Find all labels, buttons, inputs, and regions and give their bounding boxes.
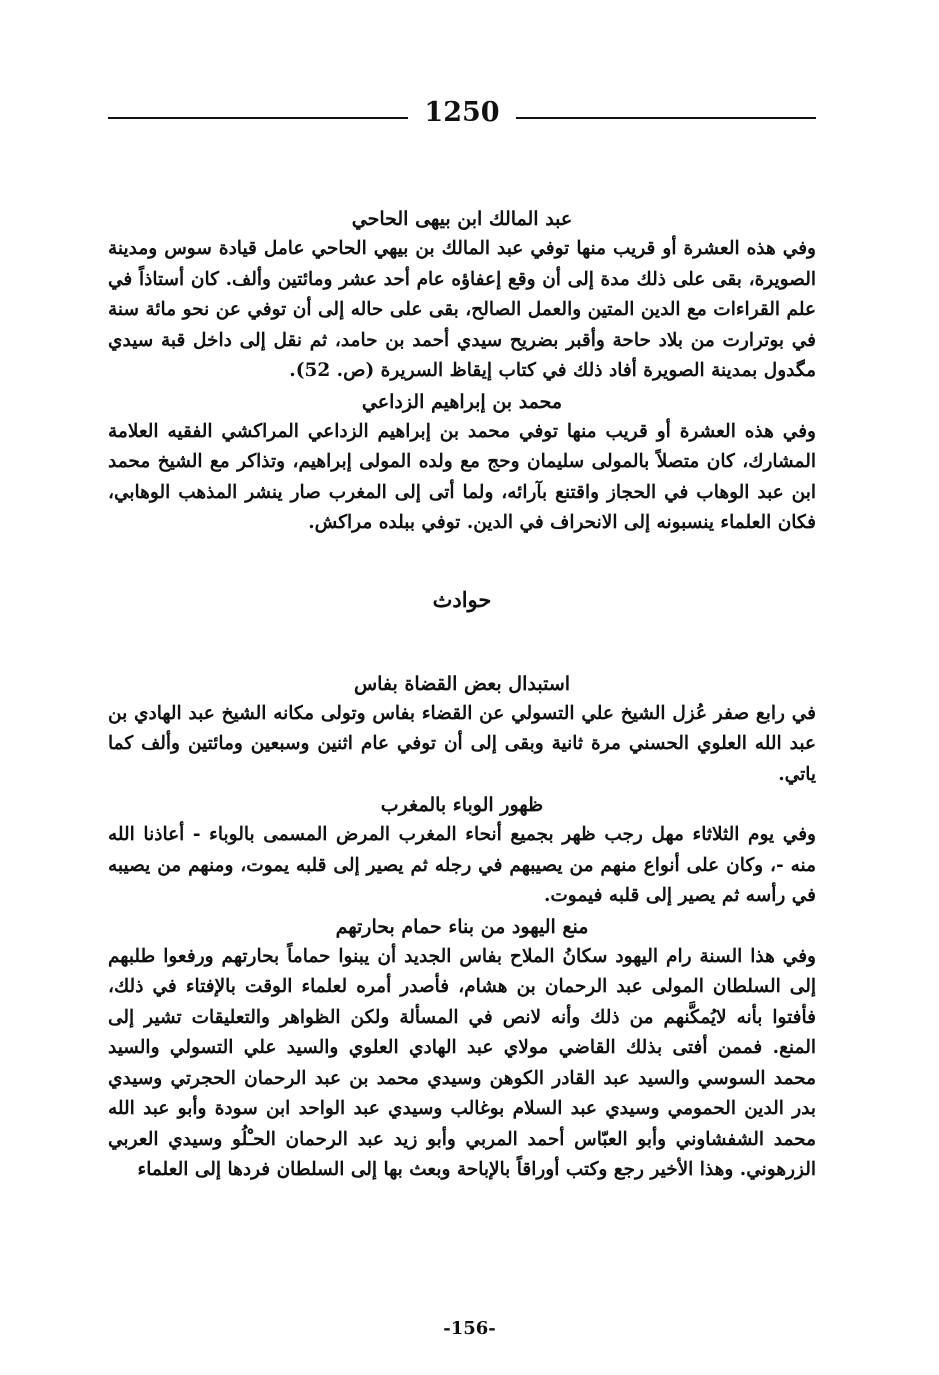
entry-text: وفي هذه العشرة أو قريب منها توفي عبد المالك بن بيهي الحاحي عامل قيادة سوس ومدينة الصويرة، بقى على ذلك مدة إلى أن وقع إعفاؤه عام أحد عشر ومائتين وألف. كان أستاذاً في علم القراءات مع الدين المتين والعمل الصالح، بقى على حاله إلى أن توفي عن نحو مائة سنة في بوترارت من بلاد حاحة وأقبر بضريح سيدي أحمد بن حامد، ثم نقل إلى داخل قبة سيدي مگدول بمدينة الصويرة أفاد ذلك في كتاب إيقاظ السريرة (ص. 52). [108,238,816,381]
entry-text: وفي هذه العشرة أو قريب منها توفي محمد بن إبراهيم الزداعي المراكشي الفقيه العلامة المشارك، كان متصلاً بالمولى سليمان وحج مع ولده المولى إبراهيم، وتذاكر مع الشيخ محمد ابن عبد الوهاب في الحجاز واقتنع بآرائه، ولما أتى إلى المغرب صار ينشر المذهب الوهابي، فكان العلماء ينسبونه إلى الانحراف في الدين. توفي ببلده مراكش. [108,420,816,533]
events-heading: حوادث [432,586,492,612]
event-text: في رابع صفر عُزل الشيخ علي التسولي عن القضاء بفاس وتولى مكانه الشيخ عبد الهادي بن عبد الله العلوي الحسني مرة ثانية وبقى إلى أن توفي عام اثنين وسبعين ومائتين وألف كما ياتي. [108,702,816,785]
header-rule-right [516,117,816,119]
event-title: ظهور الوباء بالمغرب [380,794,544,817]
event-text: وفي هذا السنة رام اليهود سكانُ الملاح بفاس الجديد أن يبنوا حماماً بحارتهم ورفعوا طلبهم إلى السلطان المولى عبد الرحمان بن هشام، فأصدر أمره لعلماء الوقت بالإفتاء في ذلك، فأفتوا بأنه لايُمكَّنهم من ذلك وأنه لانص في المسألة ولكن الظواهر والتعليقات تشير إلى المنع. فممن أفتى بذلك القاضي مولاي عبد الهادي العلوي والسيد علي التسولي والسيد محمد السوسي والسيد عبد القادر الكوهن وسيدي محمد بن عبد الرحمان الحجرتي وسيدي بدر الدين الحمومي وسيدي عبد السلام بوغالب وسيدي عبد الواحد ابن سودة وأبو عبد الله محمد الشفشاوني وأبو العبّاس أحمد المربي وأبو زيد عبد الرحمان الحـْلُو وسيدي العربي الزرهوني. وهذا الأخير رجع وكتب أوراقاً بالإباحة وبعث بها إلى السلطان فردها إلى العلماء [108,945,816,1181]
page-content [108,204,816,1186]
header-year: 1250 [424,97,500,128]
event-title: منع اليهود من بناء حمام بحارتهم [335,915,589,938]
entry-title: عبد المالك ابن بيهى الحاحي [351,208,573,230]
event-text: وفي يوم الثلاثاء مهل رجب ظهر بجميع أنحاء المغرب المرض المسمى بالوباء - أعاذنا الله منه -، وكان على أنواع منهم من يصيبهم في رجله ثم يصير إلى قلبه يموت، ومنهم من يصيبه في رأسه ثم يصير إلى قلبه فيموت. [108,824,816,907]
page-number: -156- [443,1318,496,1339]
event-title: استبدال بعض القضاة بفاس [353,672,571,695]
entry-title: محمد بن إبراهيم الزداعي [361,390,563,413]
page-header [108,95,816,131]
